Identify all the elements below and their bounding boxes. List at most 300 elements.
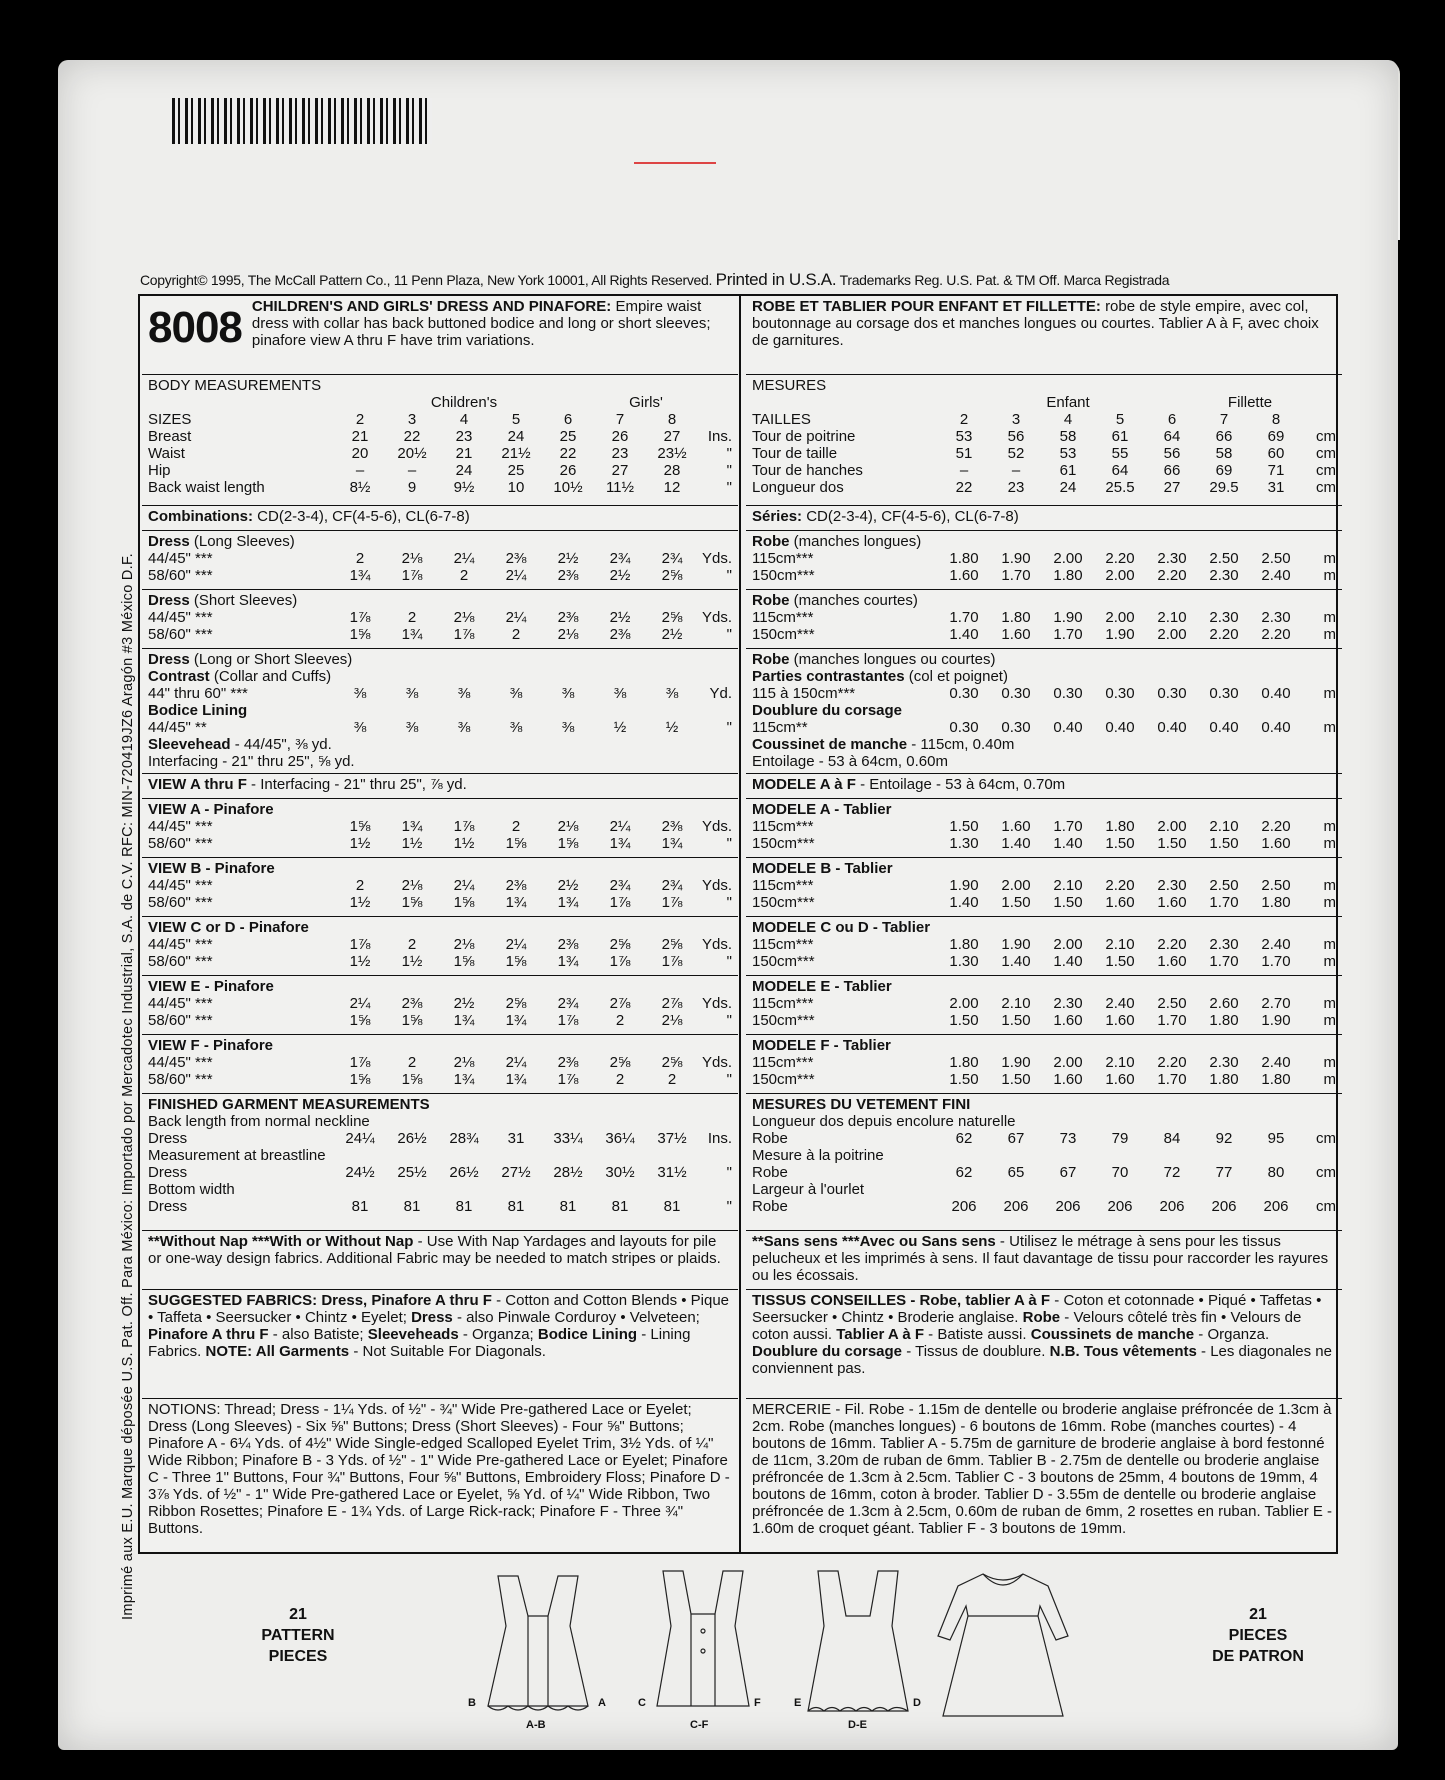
view-yardage [142,1035,738,1094]
cell-value: 73 [1059,1130,1077,1147]
cell-unit: " [726,567,732,584]
block-title [148,533,732,550]
cell-value: 1⅝ [349,818,371,835]
table-row [752,719,1336,736]
cell-value: 2 [667,1071,677,1088]
bottom-illustrations [138,1556,1338,1746]
cell-value: 1.80 [949,550,979,567]
cell-value: 206 [1263,1198,1289,1215]
cell-value: 0.40 [1261,719,1291,736]
size-value: 5 [511,411,521,428]
cell-value: 72 [1163,1164,1181,1181]
table-row [148,567,732,584]
fabric-text: - also Pinwale Corduroy • Velveteen; [452,1309,700,1326]
spacer [148,394,334,411]
cell-unit: Ins. [707,428,732,445]
table-row [752,818,1336,835]
cell-unit: m [1323,685,1336,702]
garment-variant: (Short Sleeves) [193,592,298,609]
block-title [148,651,732,668]
cell-value: 2.20 [1105,877,1135,894]
cell-value: 58 [1059,428,1077,445]
size-value: 2 [355,411,365,428]
cell-value: 1⅝ [401,1071,423,1088]
row-label: 150cm*** [752,1071,815,1088]
cell-value: 0.30 [1157,685,1187,702]
cell-value: 2.00 [1157,626,1187,643]
cell-unit: m [1323,609,1336,626]
cell-value: 84 [1163,1130,1181,1147]
body-measurements [142,375,738,506]
row-label: 58/60" *** [148,1012,213,1029]
cell-value: 1.50 [1209,835,1239,852]
header-text [752,298,1336,349]
cell-value: 0.40 [1261,685,1291,702]
cell-value: 20 [351,445,369,462]
row-label: 115cm*** [752,936,814,953]
yardage-table [148,936,732,970]
fabric-label: Dress [411,1309,453,1326]
cell-value: 1½ [401,835,423,852]
row-label: 58/60" *** [148,953,213,970]
cell-value: 2.40 [1261,1054,1291,1071]
row-label: 115cm** [752,719,808,736]
contrast-label: Contrast [148,668,210,685]
cell-value: 2.30 [1053,995,1083,1012]
cell-value: 2.50 [1209,877,1239,894]
side-import-text: Imprimé aux E.U. Marque déposée U.S. Pat. Off. Para México: Importado por Mercadotec Industrial, S.A. de C.V. RFC: MIN-720419JZ6 Aragón #3 México D.F. [120,553,136,1620]
pinafore-cf-sketch [657,1571,749,1706]
row-label: 150cm*** [752,953,815,970]
group-girls: Fillette [1227,394,1273,411]
cell-value: 1½ [401,953,423,970]
size-value: 4 [459,411,469,428]
yardage-table [752,995,1336,1029]
cell-value: – [1011,462,1021,479]
cell-value: 0.40 [1053,719,1083,736]
cell-value: 27 [1163,479,1181,496]
cell-value: 2.30 [1209,1054,1239,1071]
cell-unit: m [1323,550,1336,567]
cell-value: 10 [507,479,525,496]
cell-value: 1¾ [609,835,631,852]
notions [746,1399,1342,1575]
garment-variant: (manches courtes) [793,592,918,609]
copyright-text: Copyright© 1995, The McCall Pattern Co., 11 Penn Plaza, New York 10001, All Rights Reserved. [140,272,713,288]
block-title [752,592,1336,609]
dress-short-yardage [142,590,738,649]
cell-unit: m [1323,567,1336,584]
cell-value: 1¾ [349,567,371,584]
cell-value: 22 [955,479,973,496]
cell-value: 62 [955,1164,973,1181]
suggested-fabrics [142,1290,738,1399]
size-value: 2 [959,411,969,428]
row-label: 115cm*** [752,877,814,894]
cell-unit: Yds. [701,877,732,894]
sleevehead-line [752,736,1336,753]
cell-value: 2.20 [1261,626,1291,643]
table-row [752,953,1336,970]
yardage-table [148,1164,732,1181]
cell-unit: " [726,1198,732,1215]
table-row [148,953,732,970]
cell-value: 2⅝ [505,995,527,1012]
cell-value: 1.60 [1053,1071,1083,1088]
cell-value: 12 [663,479,681,496]
view-title: VIEW B - Pinafore [148,860,275,877]
cell-value: 37½ [657,1130,687,1147]
pattern-title: CHILDREN'S AND GIRLS' DRESS AND PINAFORE: [251,298,612,315]
cell-value: 1.40 [949,894,979,911]
fabric-label: Sleeveheads [367,1326,459,1343]
pieces-label-fr-1: PIECES [1228,1627,1288,1644]
cell-value: 1⅝ [453,953,475,970]
cell-value: 27½ [501,1164,531,1181]
sleevehead-detail: - 115cm, 0.40m [907,736,1015,753]
cell-value: 2½ [453,995,475,1012]
cell-value: 1½ [349,835,371,852]
cell-value: 2 [459,567,469,584]
dress-short-yardage [746,590,1342,649]
lining-label: Bodice Lining [148,702,248,719]
cell-value: 95 [1267,1130,1285,1147]
row-label: 115cm*** [752,995,814,1012]
finished-subtitle: Back length from normal neckline [148,1113,370,1130]
cell-value: 81 [611,1198,629,1215]
cell-value: 1⅝ [349,626,371,643]
row-label: 58/60" *** [148,894,213,911]
cell-value: 1⅞ [401,567,423,584]
cell-value: ⅜ [561,685,575,702]
cell-unit: m [1323,894,1336,911]
cell-unit: m [1323,1071,1336,1088]
cell-value: 24½ [345,1164,375,1181]
cell-value: ⅜ [405,719,419,736]
view-yardage [746,799,1342,858]
row-label: 150cm*** [752,567,815,584]
column-divider [739,294,741,1552]
cell-value: 2⅜ [609,626,631,643]
table-row [148,936,732,953]
trademarks: Trademarks Reg. U.S. Pat. & TM Off. Marca Registrada [839,272,1170,288]
view-title: VIEW F - Pinafore [148,1037,274,1054]
row-label: 44" thru 60" *** [148,685,248,702]
cell-value: 79 [1111,1130,1129,1147]
cell-value: 9 [407,479,417,496]
fabric-text: - Batiste aussi. [924,1326,1031,1343]
cell-value: 1.80 [949,1054,979,1071]
table-row [752,685,1336,702]
table-row [752,1198,1336,1215]
view-yardage [142,976,738,1035]
cell-value: 1.80 [1053,567,1083,584]
english-column [142,296,738,1575]
table-row [148,1130,732,1147]
cell-value: 53 [955,428,973,445]
cell-value: 26 [559,462,577,479]
row-label: 58/60" *** [148,567,213,584]
yardage-table [752,818,1336,852]
cell-value: 1⅞ [349,609,371,626]
cell-value: 81 [507,1198,525,1215]
cell-value: 0.40 [1209,719,1239,736]
cell-value: 2 [615,1071,625,1088]
combinations-label: Séries: [752,508,803,525]
cell-value: 1¾ [661,835,683,852]
table-row [148,1012,732,1029]
cell-value: 2 [407,1054,417,1071]
cell-value: 1.60 [1001,626,1031,643]
table-row [148,835,732,852]
cell-value: 1.60 [1157,894,1187,911]
dress-long-yardage [142,531,738,590]
table-row [752,550,1336,567]
cell-value: 1.40 [949,626,979,643]
cell-value: 1.30 [949,953,979,970]
row-label: 115cm*** [752,609,814,626]
cell-value: 2.00 [1001,877,1031,894]
pattern-title: ROBE ET TABLIER POUR ENFANT ET FILLETTE: [752,298,1101,315]
cell-value: 1¾ [505,1071,527,1088]
cell-value: 2⅝ [609,936,631,953]
label-b: B [468,1697,476,1709]
table-row [148,685,732,702]
cell-value: 1.80 [949,936,979,953]
fabric-text: - also Batiste; [268,1326,368,1343]
spacer [1302,394,1336,411]
cell-value: 11½ [605,479,635,496]
cell-value: 2 [407,609,417,626]
table-row [752,835,1336,852]
cell-unit: m [1323,995,1336,1012]
cell-value: 22 [559,445,577,462]
cell-value: 1.50 [949,818,979,835]
cell-value: 9½ [453,479,475,496]
row-label: 44/45" *** [148,550,213,567]
cell-unit: " [726,462,732,479]
view-title: MODELE B - Tablier [752,860,893,877]
row-label: 44/45" *** [148,1054,213,1071]
cell-value: 1.60 [1261,835,1291,852]
cell-value: 27 [611,462,629,479]
group-girls: Girls' [629,394,663,411]
cell-value: – [959,462,969,479]
cell-value: 1¾ [505,894,527,911]
cell-value: 1.60 [949,567,979,584]
cell-value: 2⅛ [453,1054,475,1071]
row-label: Longueur dos [752,479,844,496]
cell-value: 2⅜ [661,818,683,835]
cell-unit: cm [1316,479,1336,496]
contrast-label: Parties contrastantes [752,668,905,685]
cell-value: 1¾ [401,626,423,643]
cell-unit: cm [1316,428,1336,445]
measurements-table [148,394,732,496]
label-de: D-E [848,1719,867,1731]
yardage-table [752,1198,1336,1215]
row-label: Dress [148,1130,188,1147]
cell-value: 2.70 [1261,995,1291,1012]
interfacing-line: Entoilage - 53 à 64cm, 0.60m [752,753,948,770]
cell-value: 1⅞ [609,894,631,911]
cell-value: 1.90 [1001,550,1031,567]
cell-value: 2¼ [453,877,475,894]
cell-value: 1⅝ [401,1012,423,1029]
row-label: Robe [752,1198,788,1215]
cell-value: 1⅝ [557,835,579,852]
cell-value: 2.40 [1261,936,1291,953]
cell-value: 2.20 [1209,626,1239,643]
cell-value: 2¼ [505,609,527,626]
fabric-text: - Cotton and Cotton Blends • Pique • Taffeta • Seersucker • Chintz • Eyelet; [148,1292,730,1326]
cell-unit: m [1323,719,1336,736]
cell-value: 64 [1163,428,1181,445]
contrast-detail: (col et poignet) [908,668,1008,685]
cell-unit: Yd. [709,685,732,702]
table-row [148,894,732,911]
cell-value: 2¼ [505,936,527,953]
table-row [148,1054,732,1071]
cell-value: 1.50 [949,1071,979,1088]
cell-value: 2.20 [1157,936,1187,953]
cell-value: 1⅞ [453,626,475,643]
row-label: Waist [148,445,185,462]
fabric-text: - Organza. [1194,1326,1270,1343]
view-yardage [142,917,738,976]
nap-label: **Without Nap ***With or Without Nap [148,1233,414,1250]
cell-value: 1.60 [1105,1071,1135,1088]
cell-value: 8½ [349,479,371,496]
yardage-table [752,1164,1336,1181]
cell-value: 2 [355,877,365,894]
garment-variant: (Long Sleeves) [193,533,295,550]
cell-value: 1.70 [1157,1071,1187,1088]
cell-value: 1.80 [1261,1071,1291,1088]
cell-value: 2.20 [1157,567,1187,584]
cell-value: 81 [663,1198,681,1215]
cell-value: 2 [407,936,417,953]
cell-value: 0.30 [1053,685,1083,702]
cell-value: 206 [1211,1198,1237,1215]
finished-measurements [746,1094,1342,1231]
cell-value: 2.10 [1053,877,1083,894]
fabric-label: NOTE: All Garments [205,1343,350,1360]
cell-value: 1.70 [949,609,979,626]
cell-unit: " [726,953,732,970]
cell-value: 80 [1267,1164,1285,1181]
cell-unit: Yds. [701,609,732,626]
cell-unit: " [726,1012,732,1029]
cell-value: 2.30 [1209,936,1239,953]
sleevehead-label: Coussinet de manche [752,736,908,753]
cell-value: 28¾ [449,1130,479,1147]
printed-in: Printed in U.S.A. [715,270,837,289]
cell-unit: " [726,894,732,911]
row-label: Robe [752,1164,788,1181]
cell-value: ⅜ [457,685,471,702]
yardage-table [752,1130,1336,1147]
row-label: Tour de poitrine [752,428,856,445]
cell-unit: Yds. [701,936,732,953]
cell-unit: m [1323,1012,1336,1029]
yardage-table [752,719,1336,736]
finished-subtitle: Bottom width [148,1181,235,1198]
cell-value: 1⅝ [349,1071,371,1088]
view-title: VIEW E - Pinafore [148,978,274,995]
yardage-table [148,1054,732,1088]
view-title: MODELE F - Tablier [752,1037,891,1054]
cell-value: 1.90 [1001,936,1031,953]
measurement-row [752,479,1336,496]
cell-value: 1.50 [949,1012,979,1029]
table-row [752,936,1336,953]
yardage-table [148,685,732,702]
cell-value: 33¼ [553,1130,583,1147]
cell-value: 2½ [609,567,631,584]
cell-unit: " [726,445,732,462]
cell-unit: Yds. [701,550,732,567]
cell-value: 2⅜ [401,995,423,1012]
group-children: Children's [430,394,498,411]
view-title: VIEW A - Pinafore [148,801,274,818]
yardage-table [752,609,1336,643]
cell-value: 26½ [449,1164,479,1181]
cell-value: 2.30 [1209,609,1239,626]
row-label: Back waist length [148,479,265,496]
cell-value: 66 [1215,428,1233,445]
cell-value: 2⅞ [609,995,631,1012]
cell-value: 25.5 [1105,479,1135,496]
cell-value: 0.30 [1001,685,1031,702]
cell-value: 56 [1007,428,1025,445]
table-row [752,1012,1336,1029]
size-value: 8 [1271,411,1281,428]
cell-value: 1.90 [1105,626,1135,643]
view-a-f-interfacing [746,774,1342,799]
yardage-table [148,609,732,643]
cell-value: 2.10 [1157,609,1187,626]
header-block [746,296,1342,375]
fabric-label: SUGGESTED FABRICS: Dress, Pinafore A thru F [148,1292,492,1309]
cell-value: 2⅜ [557,609,579,626]
cell-value: 66 [1163,462,1181,479]
cell-value: 1¾ [401,818,423,835]
row-label: Dress [148,1198,188,1215]
cell-value: 55 [1111,445,1129,462]
cell-value: 31 [1267,479,1285,496]
cell-value: 206 [1003,1198,1029,1215]
cell-value: 2.30 [1261,609,1291,626]
cell-value: 2¾ [661,550,683,567]
table-row [752,1130,1336,1147]
label-a: A [598,1697,606,1709]
label-cf: C-F [690,1719,709,1731]
fabric-text: - Not Suitable For Diagonals. [349,1343,546,1360]
cell-value: 53 [1059,445,1077,462]
cell-unit: m [1323,1054,1336,1071]
cell-value: 61 [1111,428,1129,445]
cell-unit: m [1323,953,1336,970]
finished-subtitle: Mesure à la poitrine [752,1147,884,1164]
cell-value: 29.5 [1209,479,1239,496]
cell-value: 1⅞ [609,953,631,970]
fabric-text: - Lining Fabrics. [148,1326,691,1360]
cell-unit: m [1323,626,1336,643]
cell-value: – [355,462,365,479]
row-label: 58/60" *** [148,626,213,643]
nap-text: - Utilisez le métrage à sens pour les tissus pelucheux et les imprimés à sens. Il faut davantage de tissu pour raccorder les rayures ou les écossais. [752,1233,1329,1284]
